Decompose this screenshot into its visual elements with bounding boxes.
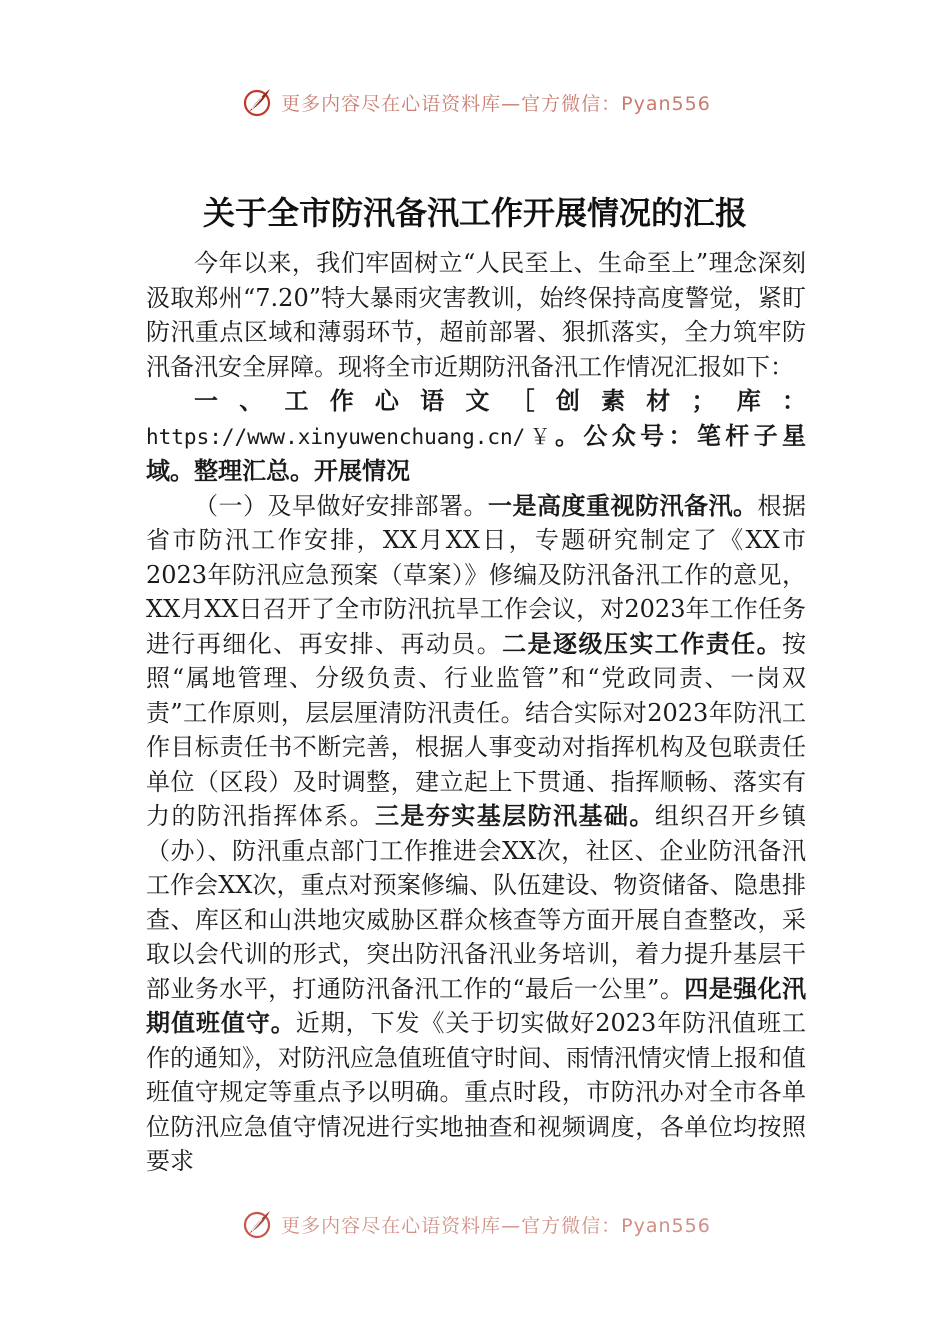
header-banner-text: 更多内容尽在心语资料库—官方微信：Pyan556 (281, 92, 711, 115)
point-1-title: 一是高度重视防汛备汛。 (488, 490, 758, 520)
point-2-text: 按照“属地管理、分级负责、行业监管”和“党政同责、一岗双责”工作原则，层层厘清防汛责任。结合实际对2023年防汛工作目标责任书不断完善，根据人事变动对指挥机构及包联责任单位（区段）及时调整，建立起上下贯通、指挥顺畅、落实有力的防汛指挥体系。 (146, 629, 807, 830)
point-4-title: 四是强化汛期值班值守。 (146, 973, 806, 1037)
intro-paragraph: 今年以来，我们牢固树立“人民至上、生命至上”理念深刻汲取郑州“7.20”特大暴雨灾害教训，始终保持高度警觉，紧盯防汛重点区域和薄弱环节，超前部署、狠抓落实，全力筑牢防汛备汛安全屏障。现将全市近期防汛备汛工作情况汇报如下： (146, 249, 806, 381)
footer-banner-text: 更多内容尽在心语资料库—官方微信：Pyan556 (281, 1214, 711, 1237)
point-1-text: 根据省市防汛工作安排，XX月XX日，专题研究制定了《XX市2023年防汛应急预案（草案）》修编及防汛备汛工作的意见，XX月XX日召开了全市防汛抗旱工作会议，对2023年工作任务进行再细化、再安排、再动员。 (146, 491, 806, 658)
point-2-title: 二是逐级压实工作责任。 (502, 628, 783, 658)
section-heading-rest: 。公众号：笔杆子星域。整理汇总。开展情况 (146, 420, 807, 485)
document-body (146, 246, 806, 1179)
document-title: 关于全市防汛备汛工作开展情况的汇报 (202, 194, 747, 232)
header-banner (0, 82, 950, 122)
point-3-text: 组织召开乡镇（办）、防汛重点部门工作推进会XX次，社区、企业防汛备汛工作会XX次，重点对预案修编、队伍建设、物资储备、隐患排查、库区和山洪地灾威胁区群众核查等方面开展自查整改，采取以会代训的形式，突出防汛备汛业务培训，着力提升基层干部业务水平，打通防汛备汛工作的“最后一公里”。 (146, 802, 807, 1003)
section-heading (146, 384, 806, 489)
subsection-paragraph (146, 489, 806, 1179)
subsection-label: （一）及早做好安排部署。 (194, 491, 488, 520)
feather-seal-icon (239, 1206, 275, 1242)
point-4-text: 近期，下发《关于切实做好2023年防汛值班工作的通知》，对防汛应急值班值守时间、雨情汛情灾情上报和值班值守规定等重点予以明确。重点时段，市防汛办对全市各单位防汛应急值守情况进行实地抽查和视频调度，各单位均按照要求 (146, 1009, 807, 1175)
point-3-title: 三是夯实基层防汛基础。 (374, 801, 655, 830)
feather-seal-icon (239, 84, 275, 120)
section-url: https://www.xinyuwenchuang.cn/￥ (146, 424, 556, 449)
section-heading-text: 一、工作心语文［创素材；库： (194, 386, 806, 415)
footer-banner (0, 1204, 950, 1244)
